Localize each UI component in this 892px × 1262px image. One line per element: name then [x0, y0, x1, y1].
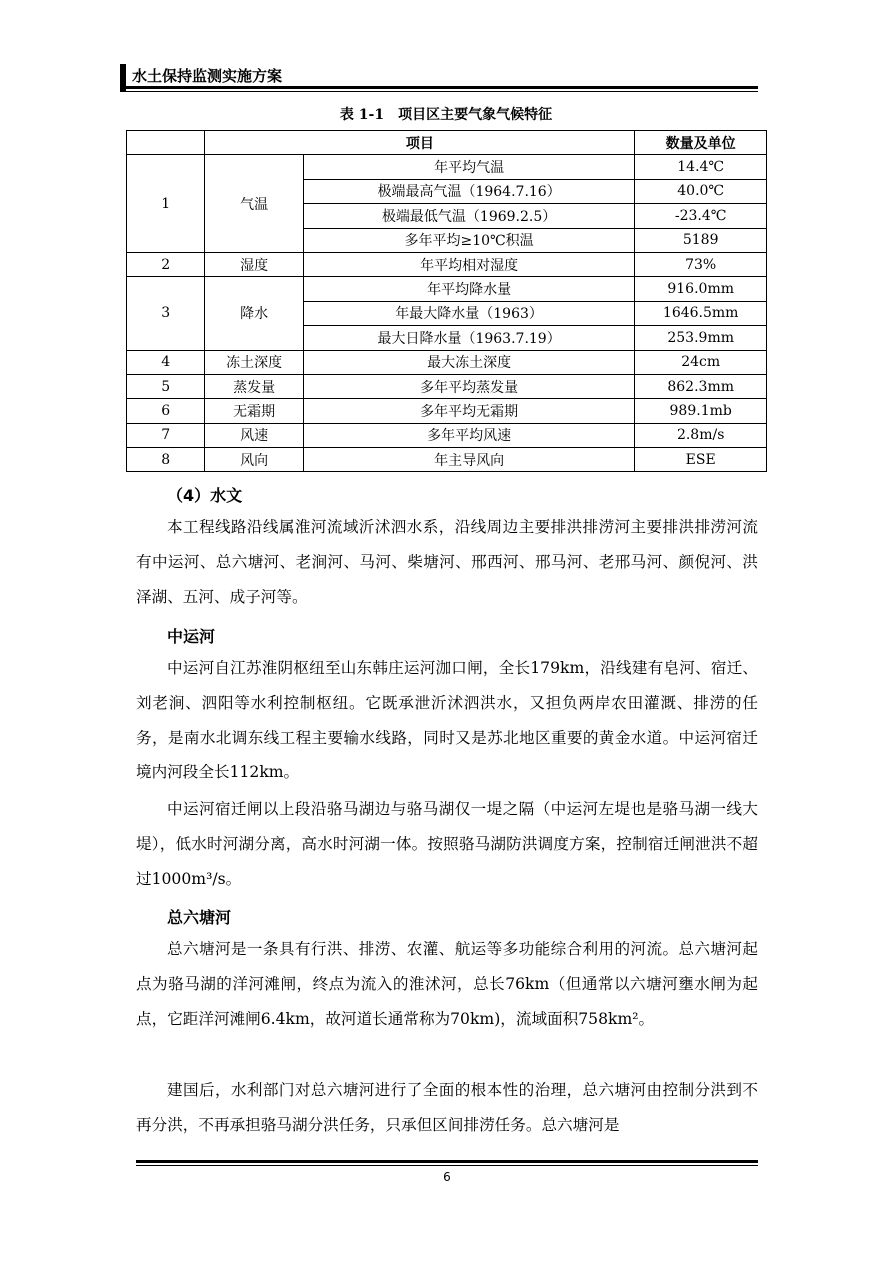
cell-no: 2 — [127, 252, 205, 276]
cell-category: 冻土深度 — [205, 350, 303, 374]
subheading-zongliutang-river: 总六塘河 — [167, 908, 232, 927]
subheading-zhongyun-river: 中运河 — [167, 627, 216, 646]
cell-item: 极端最低气温（1969.2.5） — [303, 204, 635, 228]
paragraph-zhongyun-2: 中运河宿迁闸以上段沿骆马湖边与骆马湖仅一堤之隔（中运河左堤也是骆马湖一线大堤），低水时河湖分离，高水时河湖一体。按照骆马湖防洪调度方案，控制宿迁闸泄洪不超过1000m³/s。 — [136, 800, 758, 888]
table-row — [127, 277, 767, 301]
table-header-row — [127, 131, 767, 155]
cell-item: 极端最高气温（1964.7.16） — [303, 179, 635, 203]
paragraph-zongliutang-1: 总六塘河是一条具有行洪、排涝、农灌、航运等多功能综合利用的河流。总六塘河起点为骆马湖的洋河滩闸，终点为流入的淮沭河，总长76km（但通常以六塘河壅水闸为起点，它距洋河滩闸6.4km，故河道长通常称为70km)，流域面积758km²。 — [136, 940, 758, 1028]
paragraph-zhongyun-1: 中运河自江苏淮阴枢纽至山东韩庄运河泇口闸，全长179km，沿线建有皂河、宿迁、刘老涧、泗阳等水利控制枢纽。它既承泄沂沭泗洪水，又担负两岸农田灌溉、排涝的任务，是南水北调东线工程主要输水线路，同时又是苏北地区重要的黄金水道。中运河宿迁境内河段全长112km。 — [136, 659, 758, 782]
cell-item: 多年平均≥10℃积温 — [303, 228, 635, 252]
cell-category: 风向 — [205, 448, 303, 472]
cell-item: 多年平均风速 — [303, 423, 635, 447]
cell-value: 14.4℃ — [635, 155, 767, 179]
header-rule — [120, 86, 758, 89]
cell-value: 1646.5mm — [635, 301, 767, 325]
cell-value: 73% — [635, 252, 767, 276]
climate-table — [126, 130, 767, 472]
cell-no: 5 — [127, 374, 205, 398]
cell-value: -23.4℃ — [635, 204, 767, 228]
cell-item: 年最大降水量（1963） — [303, 301, 635, 325]
cell-value: 2.8m/s — [635, 423, 767, 447]
header-cell-item: 项目 — [205, 131, 635, 155]
running-header — [120, 62, 760, 92]
cell-no: 3 — [127, 277, 205, 350]
cell-category: 湿度 — [205, 252, 303, 276]
document-title: 水土保持监测实施方案 — [132, 67, 283, 85]
cell-category: 风速 — [205, 423, 303, 447]
cell-value: 916.0mm — [635, 277, 767, 301]
header-cell-no — [127, 131, 205, 155]
cell-category: 降水 — [205, 277, 303, 350]
footer-rule-thin — [136, 1165, 758, 1166]
cell-value: 989.1mb — [635, 399, 767, 423]
cell-value: 253.9mm — [635, 326, 767, 350]
header-cell-value: 数量及单位 — [635, 131, 767, 155]
paragraph-hydrology-intro: 本工程线路沿线属淮河流域沂沭泗水系，沿线周边主要排洪排涝河主要排洪排涝河流有中运河、总六塘河、老涧河、马河、柴塘河、邢西河、邢马河、老邢马河、颜倪河、洪泽湖、五河、成子河等。 — [136, 518, 758, 606]
cell-value: 5189 — [635, 228, 767, 252]
cell-no: 1 — [127, 155, 205, 253]
table-row — [127, 155, 767, 179]
table-row — [127, 448, 767, 472]
cell-category: 气温 — [205, 155, 303, 253]
table-row — [127, 399, 767, 423]
table-row — [127, 423, 767, 447]
cell-item: 年主导风向 — [303, 448, 635, 472]
cell-no: 7 — [127, 423, 205, 447]
table-row — [127, 350, 767, 374]
table-row — [127, 252, 767, 276]
page-number: 6 — [443, 1170, 451, 1184]
cell-no: 8 — [127, 448, 205, 472]
cell-item: 最大日降水量（1963.7.19） — [303, 326, 635, 350]
cell-item: 年平均气温 — [303, 155, 635, 179]
cell-value: 862.3mm — [635, 374, 767, 398]
footer-rule — [136, 1160, 758, 1163]
cell-item: 多年平均无霜期 — [303, 399, 635, 423]
cell-no: 4 — [127, 350, 205, 374]
paragraph-zongliutang-2: 建国后，水利部门对总六塘河进行了全面的根本性的治理，总六塘河由控制分洪到不再分洪，不再承担骆马湖分洪任务，只承但区间排涝任务。总六塘河是 — [136, 1081, 758, 1134]
table-caption: 表 1-1 项目区主要气象气候特征 — [339, 107, 553, 123]
cell-value: 24cm — [635, 350, 767, 374]
header-rule-thin — [120, 91, 758, 92]
table-row — [127, 374, 767, 398]
cell-category: 蒸发量 — [205, 374, 303, 398]
cell-no: 6 — [127, 399, 205, 423]
section-heading-hydrology: （4）水文 — [167, 486, 243, 505]
cell-category: 无霜期 — [205, 399, 303, 423]
cell-value: 40.0℃ — [635, 179, 767, 203]
cell-item: 年平均降水量 — [303, 277, 635, 301]
cell-item: 最大冻土深度 — [303, 350, 635, 374]
cell-value: ESE — [635, 448, 767, 472]
cell-item: 多年平均蒸发量 — [303, 374, 635, 398]
cell-item: 年平均相对湿度 — [303, 252, 635, 276]
